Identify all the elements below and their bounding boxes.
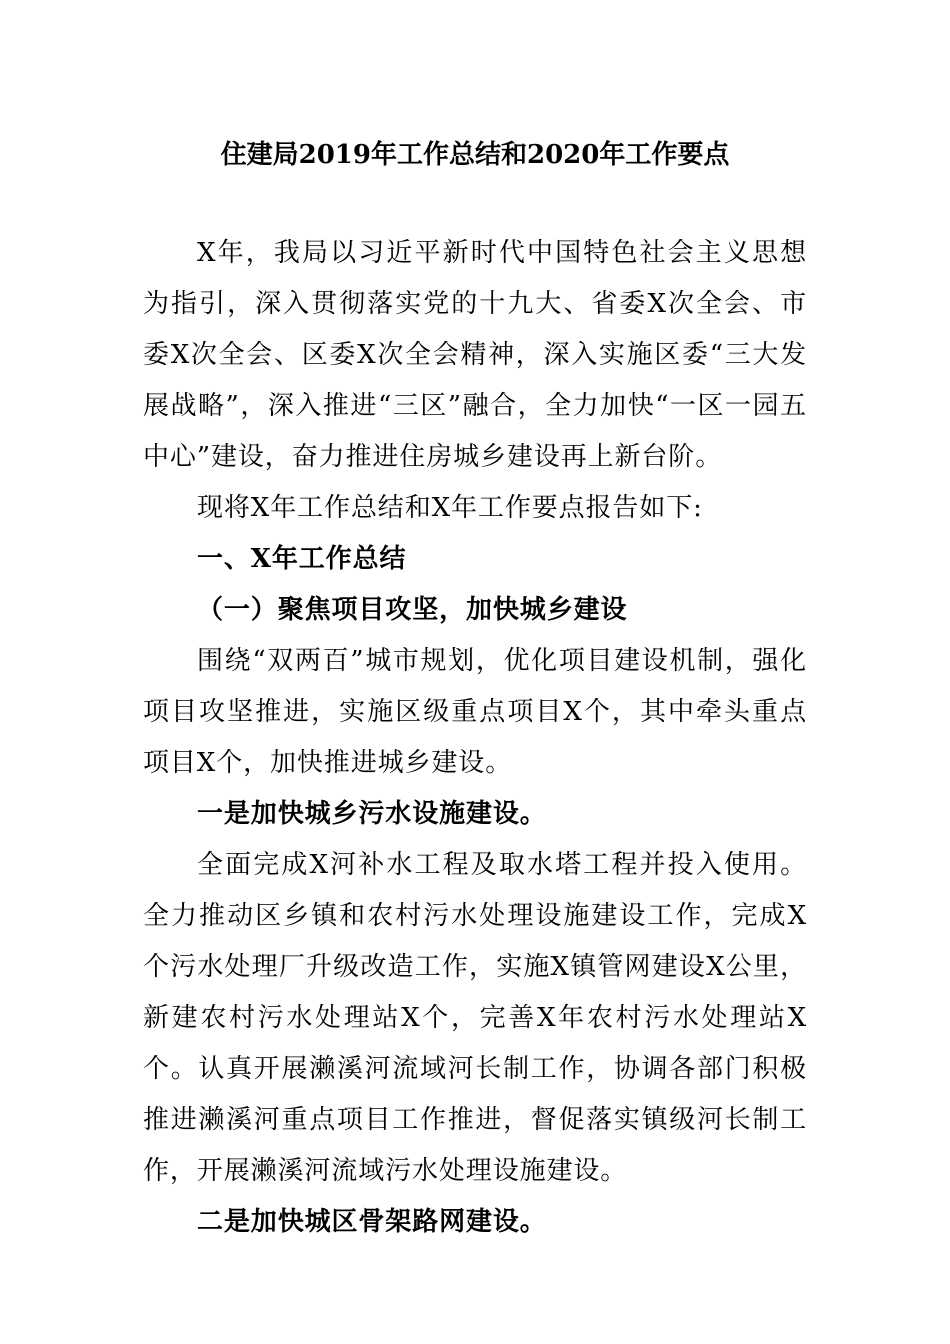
intro-paragraph: X年，我局以习近平新时代中国特色社会主义思想为指引，深入贯彻落实党的十九大、省委X次全会、市委X次全会、区委X次全会精神，深入实施区委“三大发展战略”，深入推进“三区”融合，全力加快“一区一园五中心”建设，奋力推进住房城乡建设再上新台阶。 <box>143 238 807 472</box>
item-paragraph-1: 全面完成X河补水工程及取水塔工程并投入使用。全力推动区乡镇和农村污水处理设施建设工作，完成X个污水处理厂升级改造工作，实施X镇管网建设X公里，新建农村污水处理站X个，完善X年农村污水处理站X个。认真开展濑溪河流域河长制工作，协调各部门积极推进濑溪河重点项目工作推进，督促落实镇级河长制工作，开展濑溪河流域污水处理设施建设。 <box>143 850 807 1186</box>
section-heading: 一、X年工作总结 <box>197 544 407 574</box>
document-title: 住建局2019年工作总结和2020年工作要点 <box>220 140 730 170</box>
report-intro-paragraph: 现将X年工作总结和X年工作要点报告如下: <box>197 493 703 523</box>
item-heading-1: 一是加快城乡污水设施建设。 <box>197 799 547 829</box>
subsection-heading: （一）聚焦项目攻坚，加快城乡建设 <box>197 595 628 625</box>
document-body <box>143 228 807 1248</box>
item-heading-2: 二是加快城区骨架路网建设。 <box>197 1207 547 1237</box>
subsection-paragraph: 围绕“双两百”城市规划，优化项目建设机制，强化项目攻坚推进，实施区级重点项目X个，其中牵头重点项目X个，加快推进城乡建设。 <box>143 646 807 778</box>
